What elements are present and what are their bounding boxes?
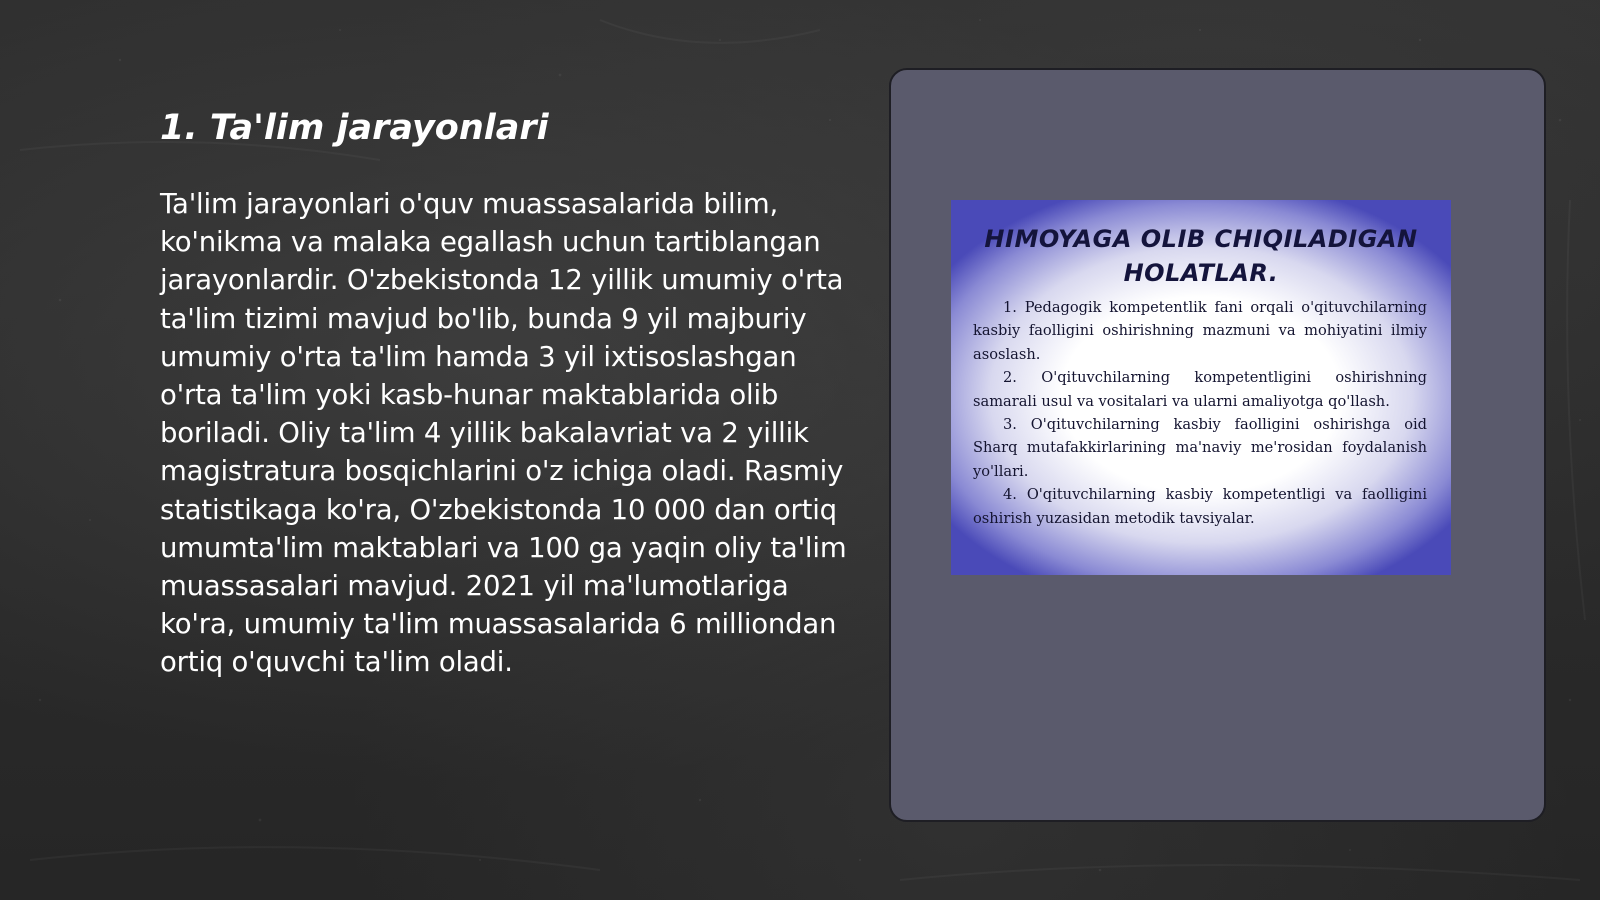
list-item xyxy=(973,296,1427,366)
document-image xyxy=(951,200,1451,575)
document-image-list xyxy=(973,296,1427,530)
list-item xyxy=(973,413,1427,483)
list-item-text: O'qituvchilarning kompetentligini oshirishning samarali usul va vositalari va ularni amaliyotga qo'llash. xyxy=(973,369,1428,410)
list-item-number: 4. xyxy=(1003,486,1017,504)
list-item-text: O'qituvchilarning kasbiy kompetentligi va faolligini oshirish yuzasidan metodik tavsiyalar. xyxy=(973,486,1427,527)
list-item xyxy=(973,366,1427,413)
list-item-number: 2. xyxy=(1003,369,1017,387)
image-panel xyxy=(889,68,1546,822)
list-item-number: 3. xyxy=(1003,416,1017,434)
list-item-text: O'qituvchilarning kasbiy faolligini oshirishga oid Sharq mutafakkirlarining ma'naviy me'rosidan foydalanish yo'llari. xyxy=(973,416,1427,480)
list-item xyxy=(973,483,1427,530)
list-item-number: 1. xyxy=(1003,299,1017,316)
list-item-text: Pedagogik kompetentlik fani orqali o'qituvchilarning kasbiy faolligini oshirishning mazmuni va mohiyatini ilmiy asoslash. xyxy=(973,299,1427,363)
document-image-heading: HIMOYAGA OLIB CHIQILADIGAN HOLATLAR. xyxy=(984,225,1418,287)
slide-body-text: Ta'lim jarayonlari o'quv muassasalarida bilim, ko'nikma va malaka egallash uchun tartiblangan jarayonlardir. O'zbekistonda 12 yillik umumiy o'rta ta'lim tizimi mavjud bo'lib, bunda 9 yil majburiy umumiy o'rta ta'lim hamda 3 yil ixtisoslashgan o'rta ta'lim yoki kasb-hunar maktablarida olib boriladi. Oliy ta'lim 4 yillik bakalavriat va 2 yillik magistratura bosqichlarini o'z ichiga oladi. Rasmiy statistikaga ko'ra, O'zbekistonda 10 000 dan ortiq umumta'lim maktablari va 100 ga yaqin oliy ta'lim muassasalari mavjud. 2021 yil ma'lumotlariga ko'ra, umumiy ta'lim muassasalarida 6 milliondan ortiq o'quvchi ta'lim oladi. xyxy=(160,188,847,679)
slide-title: 1. Ta'lim jarayonlari xyxy=(160,108,549,148)
